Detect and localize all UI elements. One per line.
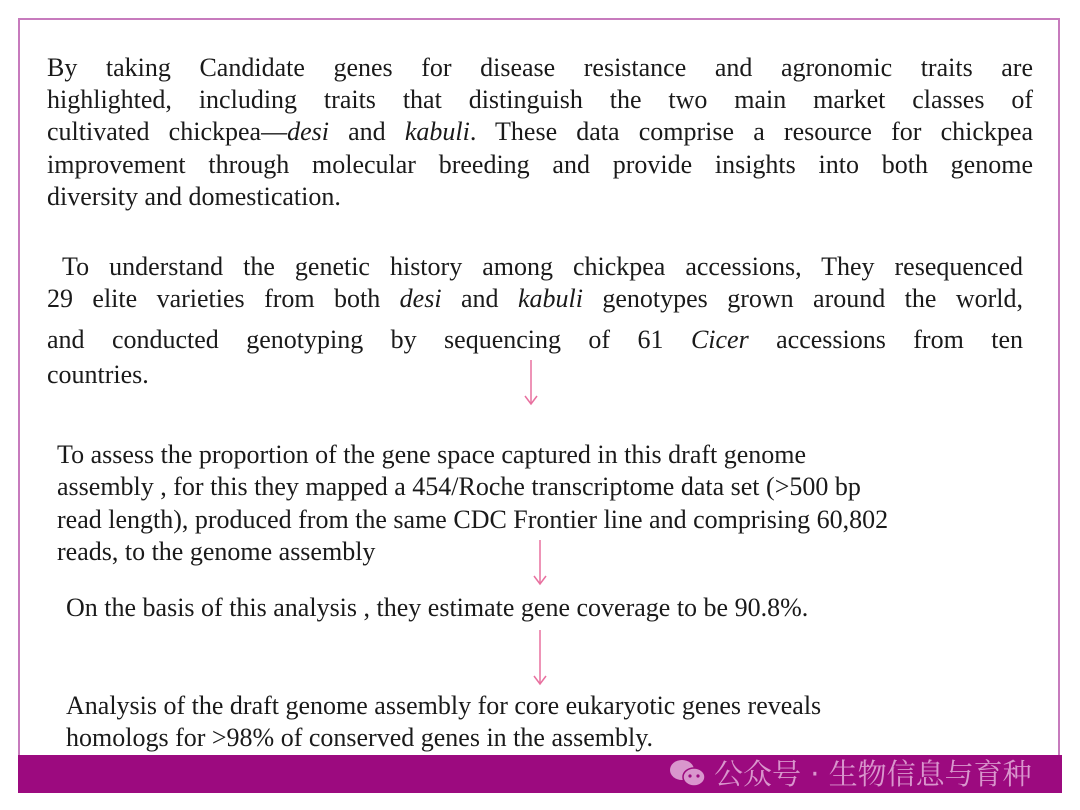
text-line: highlighted, including traits that distinguish the two main market classes of [47,85,1033,114]
text-line: By taking Candidate genes for disease resistance and agronomic traits are [47,53,1033,82]
down-arrow-icon [524,360,538,406]
gene-coverage-statement: On the basis of this analysis , they estimate gene coverage to be 90.8%. [66,593,809,622]
text-line: diversity and domestication. [47,182,341,211]
text-line [47,116,1033,148]
text: and conducted genotyping by sequencing of 61 [47,325,691,354]
text-line [47,324,1023,356]
text: cultivated chickpea— [47,117,288,146]
text-line: countries. [47,360,149,389]
text-line: assembly , for this they mapped a 454/Roche transcriptome data set (>500 bp [57,472,861,501]
text-line: read length), produced from the same CDC Frontier line and comprising 60,802 [57,505,889,534]
text-line: Analysis of the draft genome assembly for core eukaryotic genes reveals [66,691,822,720]
watermark [668,752,1032,793]
text-line [47,283,1023,315]
italic-term: desi [287,117,329,146]
wechat-icon [668,757,708,789]
text-line: To understand the genetic history among chickpea accessions, They resequenced [62,252,1023,281]
text: genotypes grown around the world, [582,284,1023,313]
text-line: reads, to the genome assembly [57,537,376,566]
down-arrow-icon [533,630,547,686]
italic-term: desi [399,284,442,313]
italic-term: kabuli [517,284,583,313]
down-arrow-icon [533,540,547,586]
text-line: improvement through molecular breeding and provide insights into both genome [47,150,1033,179]
watermark-text: 公众号 · 生物信息与育种 [714,757,1032,791]
italic-term: kabuli [404,117,470,146]
italic-term: Cicer [690,325,749,354]
text: 29 elite varieties from both [47,284,400,313]
text: and [328,117,405,146]
text-line: To assess the proportion of the gene space captured in this draft genome [57,440,807,469]
text: . These data comprise a resource for chickpea [469,117,1033,146]
text: and [441,284,518,313]
text: accessions from ten [748,325,1024,354]
text-line: homologs for >98% of conserved genes in the assembly. [66,723,654,752]
